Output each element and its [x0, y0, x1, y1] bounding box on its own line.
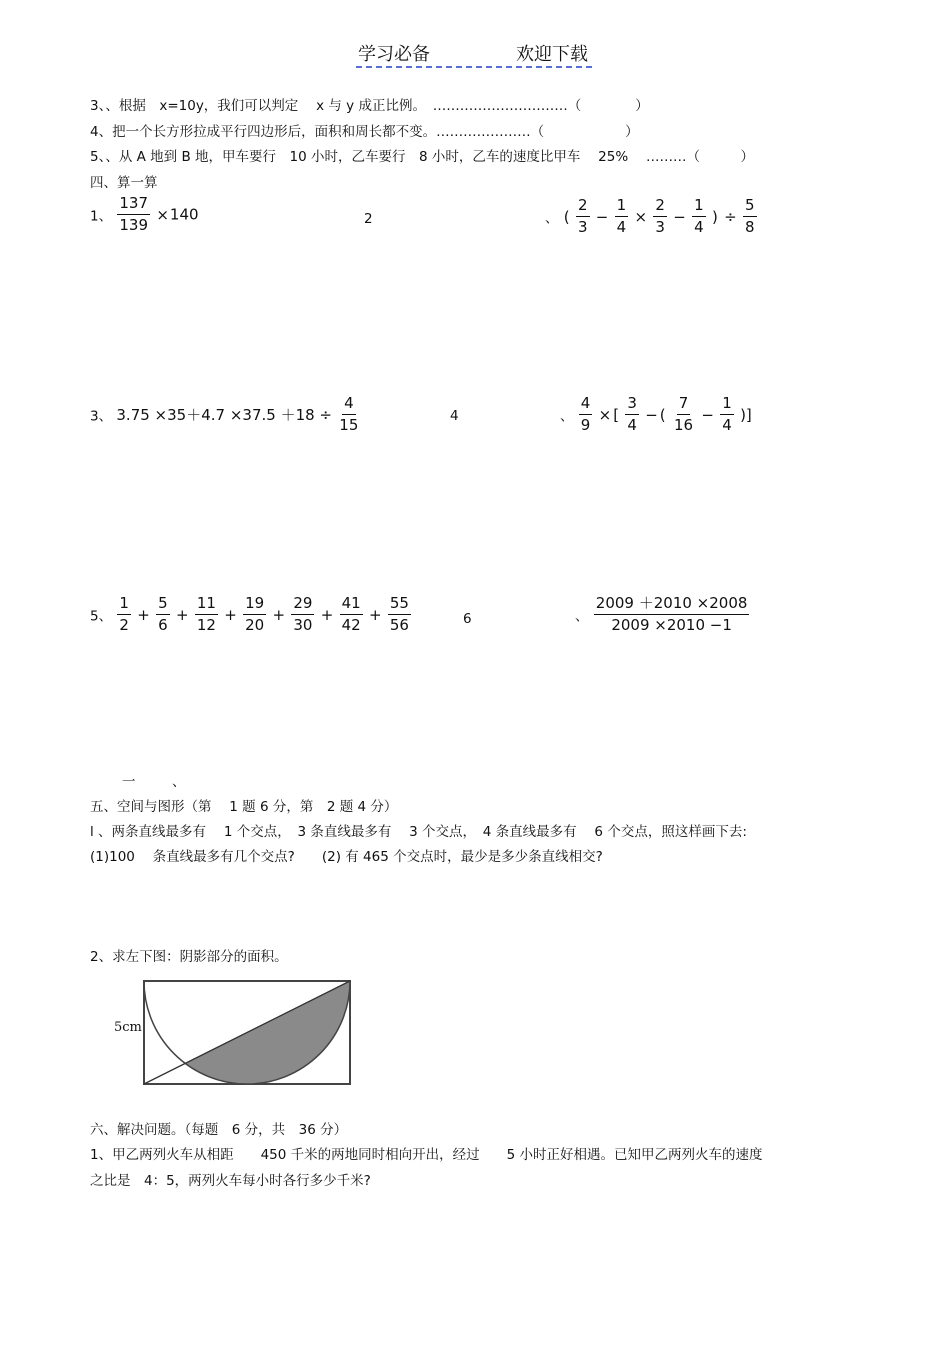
fraction: $\frac{1}{4}$	[694, 196, 704, 236]
problem-4-number: 4	[450, 408, 459, 424]
fraction: $\frac{41}{42}$	[341, 594, 361, 634]
stray-mark: 、	[172, 774, 186, 790]
section-solve-title: 六、解决问题。（每题 6 分，共 36 分）	[90, 1122, 348, 1138]
calc-problem-6: 、 $\frac{2009 +2010 \times 2008}{2009 \times 2010 -1}$	[575, 594, 748, 634]
fraction: $\frac{1}{4}$	[616, 196, 627, 236]
geometry-question-2: 2、求左下图：阴影部分的面积。	[90, 949, 288, 965]
calc-problem-1	[90, 196, 199, 233]
shaded-area-figure	[140, 975, 354, 1090]
section-geometry-title: 五、空间与图形（第 1 题 6 分，第 2 题 4 分）	[90, 799, 398, 815]
figure-dimension-label: 5cm	[114, 1020, 142, 1035]
judge-question-4: 4、把一个长方形拉成平行四边形后，面积和周长都不变。…………………（ ）	[90, 124, 639, 140]
judge-question-5: 5、、从 A 地到 B 地，甲车要行 10 小时，乙车要行 8 小时，乙车的速度比甲车 25% ………（ ）	[90, 149, 754, 165]
operand: 140	[169, 205, 199, 224]
calc-problem-3: 3、 3.75 ×35＋4.7 ×37.5 ＋18 ÷ $\frac{4}{15}$	[90, 394, 359, 434]
problem-label: 1、	[90, 208, 113, 225]
fraction: $\frac{5}{8}$	[744, 196, 755, 236]
fraction: $\frac{19}{20}$	[245, 594, 265, 634]
fraction: $\frac{1}{2}$	[119, 594, 129, 634]
fraction: $\frac{55}{56}$	[389, 594, 409, 634]
calc-problem-2: 、 ( $\frac{2}{3}$ − $\frac{1}{4}$ × $\frac{2}{3}$ − $\frac{1}{4}$ ) ÷ $\frac{5}{8}$	[545, 196, 755, 236]
geometry-question-1: l 、两条直线最多有 1 个交点， 3 条直线最多有 3 个交点， 4 条直线最多有 6 个交点，照这样画下去:	[90, 824, 747, 840]
stray-mark: 一	[122, 774, 136, 790]
fraction: $\frac{1}{4}$	[722, 394, 732, 434]
section-calc-title: 四、算一算	[90, 175, 158, 191]
problem-6-number: 6	[463, 611, 472, 627]
solve-question-1-line1: 1、甲乙两列火车从相距 450 千米的两地同时相向开出，经过 5 小时正好相遇。已知甲乙两列火车的速度	[90, 1147, 763, 1163]
judge-question-3: 3、、根据 x=10y，我们可以判定 x 与 y 成正比例。 …………………………（ ）	[90, 98, 649, 114]
fraction: $\frac{2009 +2010 \times 2008}{2009 \times 2010 -1}$	[595, 594, 748, 634]
fraction: $\frac{2}{3}$	[577, 196, 588, 236]
header-left-text: 学习必备	[358, 44, 430, 65]
calc-problem-5: 5、 $\frac{1}{2}$ + $\frac{5}{6}$ + $\frac{11}{12}$ + $\frac{19}{20}$ + $\frac{29}{30}$ + $\frac{41}{42}$ + $\frac{55}{56}$	[90, 594, 409, 634]
page-header	[356, 40, 592, 68]
problem-2-number: 2	[364, 211, 373, 227]
times-operator: ×	[156, 205, 169, 224]
fraction: $\frac{137}{139}$	[119, 194, 149, 234]
calc-problem-4: 、 $\frac{4}{9}$ × [ $\frac{3}{4}$ − ( $\frac{7}{16}$ − $\frac{1}{4}$ )]	[560, 394, 752, 434]
expression: 3.75 ×35＋4.7 ×37.5 ＋18 ÷	[116, 406, 332, 424]
fraction: $\frac{3}{4}$	[627, 394, 637, 434]
fraction: $\frac{11}{12}$	[196, 594, 216, 634]
fraction: $\frac{4}{9}$	[580, 394, 591, 434]
fraction: $\frac{4}{15}$	[339, 394, 359, 434]
fraction: $\frac{5}{6}$	[158, 594, 168, 634]
solve-question-1-line2: 之比是 4：5，两列火车每小时各行多少千米?	[90, 1173, 371, 1189]
geometry-question-1-sub: (1)100 条直线最多有几个交点? (2) 有 465 个交点时，最少是多少条直线相交?	[90, 849, 603, 865]
fraction: $\frac{2}{3}$	[655, 196, 665, 236]
fraction: $\frac{29}{30}$	[293, 594, 313, 634]
header-right-text: 欢迎下载	[516, 44, 588, 65]
fraction: $\frac{7}{16}$	[673, 394, 694, 434]
